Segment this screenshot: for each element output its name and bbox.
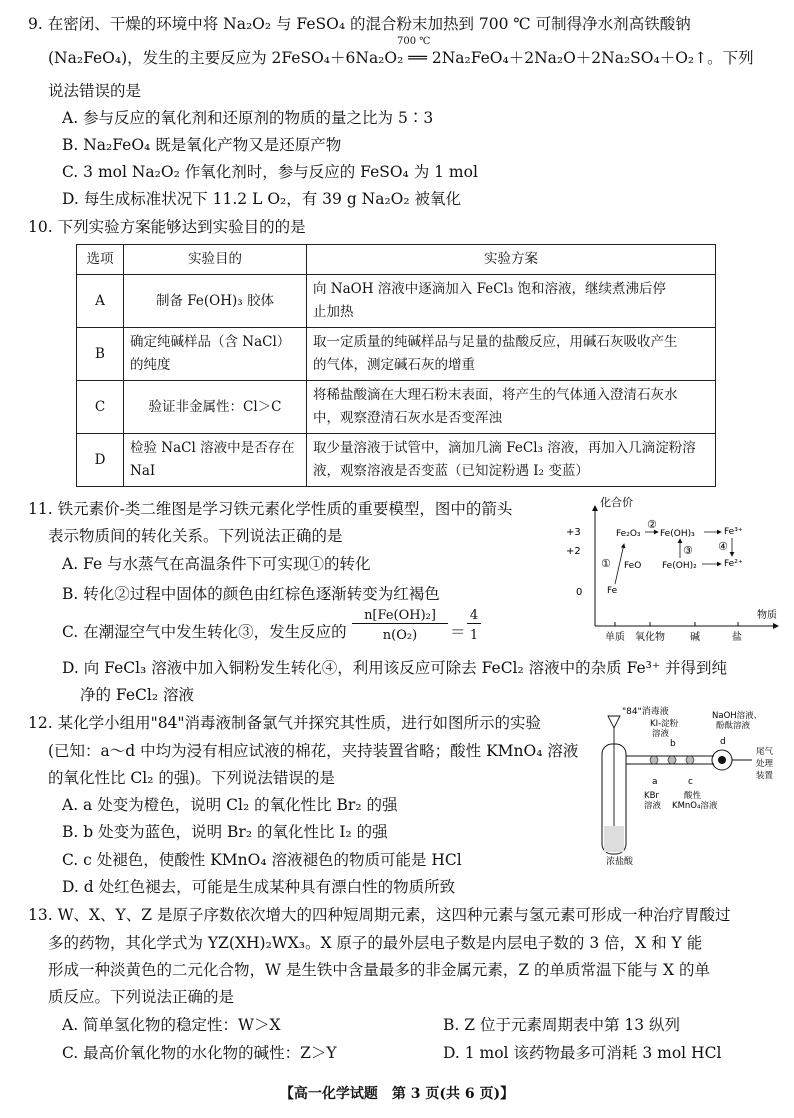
table-row: [77, 434, 716, 487]
dropping-funnel: [608, 716, 620, 728]
label-waste-1: 尾气: [756, 747, 774, 757]
q11-option-c: C. 在潮湿空气中发生转化③，发生反应的: [62, 623, 347, 641]
mark-2: ②: [647, 518, 657, 531]
table-row: [77, 275, 716, 328]
q11-stem-line1: 11. 铁元素价-类二维图是学习铁元素化学性质的重要模型，图中的箭头: [28, 500, 513, 518]
mark-1: ①: [601, 557, 611, 570]
y-tick-label: +2: [566, 546, 581, 557]
label-b: b: [670, 739, 676, 749]
row-plan-line: 将稀盐酸滴在大理石粉末表面，将产生的气体通入澄清石灰水: [313, 387, 678, 403]
q10-plan-table: [76, 244, 716, 487]
cotton-a: [650, 756, 658, 764]
q12-option-c: C. c 处褪色，使酸性 KMnO₄ 溶液褪色的物质可能是 HCl: [62, 851, 462, 869]
q11-option-b: B. 转化②过程中固体的颜色由红棕色逐渐转变为红褐色: [62, 585, 440, 603]
q13-stem-line3: 形成一种淡黄色的二元化合物，W 是生铁中含量最多的非金属元素，Z 的单质常温下能与 X 的单: [48, 961, 710, 979]
label-kmno4-2: KMnO₄溶液: [672, 801, 718, 811]
q11-ratio-equals: ＝: [450, 623, 466, 641]
label-conc-hcl: 浓盐酸: [606, 857, 634, 866]
row-plan-line: 液，观察溶液是否变蓝（已知淀粉遇 I₂ 变蓝）: [313, 463, 589, 479]
arrow-1: [615, 544, 624, 584]
species-fe3: Fe³⁺: [724, 527, 743, 537]
row-option: D: [77, 434, 124, 487]
species-fe: Fe: [607, 586, 618, 596]
label-ki-starch-1: KI-淀粉: [650, 719, 679, 729]
iron-valence-diagram: [560, 494, 790, 644]
q11-ratio-numerator: n[Fe(OH)₂]: [352, 608, 448, 624]
label-kbr-1: KBr: [644, 791, 659, 801]
row-plan-line: 的气体，测定碱石灰的增重: [313, 357, 475, 373]
q13-option-c: C. 最高价氧化物的水化物的碱性：Z＞Y: [62, 1044, 337, 1062]
q11-option-d-line2: 净的 FeCl₂ 溶液: [80, 686, 194, 704]
cotton-c: [686, 756, 694, 764]
cotton-d: [718, 756, 726, 764]
q12-option-a: A. a 处变为橙色，说明 Cl₂ 的氧化性比 Br₂ 的强: [62, 796, 398, 814]
row-plan: [307, 275, 716, 328]
row-goal: 检验 NaCl 溶液中是否存在 NaI: [124, 434, 307, 487]
q11-stem-line2: 表示物质间的转化关系。下列说法正确的是: [48, 527, 343, 545]
table-row: [77, 328, 716, 381]
label-ki-starch-2: 溶液: [652, 729, 670, 739]
table-row: [77, 381, 716, 434]
q13-stem-line2: 多的药物，其化学式为 YZ(XH)₂WX₃。X 原子的最外层电子数是内层电子数的 3 倍，X 和 Y 能: [48, 934, 703, 952]
q11-ratio-value-bottom: 1: [469, 628, 479, 643]
q11-ratio-denominator: n(O₂): [382, 628, 418, 643]
q12-stem-line2: (已知：a～d 中均为浸有相应试液的棉花，夹持装置省略；酸性 KMnO₄ 溶液: [48, 742, 579, 760]
y-tick-label: 0: [576, 587, 583, 598]
row-plan-line: 取一定质量的纯碱样品与足量的盐酸反应，用碱石灰吸收产生: [313, 334, 678, 350]
q12-stem-line1: 12. 某化学小组用"84"消毒液制备氯气并探究其性质，进行如图所示的实验: [28, 714, 542, 732]
row-plan: [307, 381, 716, 434]
x-tick-label: 单质: [605, 632, 625, 643]
species-fe2: Fe²⁺: [724, 559, 743, 569]
row-option: C: [77, 381, 124, 434]
header-plan: 实验方案: [307, 245, 716, 275]
cotton-b: [668, 756, 676, 764]
q13-stem-line1: 13. W、X、Y、Z 是原子序数依次增大的四种短周期元素，这四种元素与氢元素可形成一种治疗胃酸过: [28, 906, 731, 924]
q9-reaction-condition: 700 ℃: [397, 36, 431, 47]
label-84-solution: "84"消毒液: [622, 707, 669, 717]
row-plan: [307, 328, 716, 381]
x-tick-label: 碱: [690, 632, 700, 643]
q12-option-b: B. b 处变为蓝色，说明 Br₂ 的氧化性比 I₂ 的强: [62, 823, 388, 841]
x-tick-label: 氧化物: [635, 632, 665, 643]
q9-option-c: C. 3 mol Na₂O₂ 作氧化剂时，参与反应的 FeSO₄ 为 1 mol: [62, 163, 478, 181]
q11-option-a: A. Fe 与水蒸气在高温条件下可实现①的转化: [62, 555, 371, 573]
q12-stem-line3: 的氧化性比 Cl₂ 的强)。下列说法错误的是: [48, 769, 335, 787]
x-axis-label: 物质: [757, 610, 777, 621]
row-goal: 制备 Fe(OH)₃ 胶体: [124, 275, 307, 328]
species-feoh2: Fe(OH)₂: [662, 561, 697, 571]
header-option: 选项: [77, 245, 124, 275]
q13-option-d: D. 1 mol 该药物最多可消耗 3 mol HCl: [443, 1044, 722, 1062]
table-header-row: [77, 245, 716, 275]
q13-option-a: A. 简单氢化物的稳定性：W＞X: [62, 1016, 281, 1034]
q9-option-b: B. Na₂FeO₄ 既是氧化产物又是还原产物: [62, 136, 342, 154]
row-plan-line: 向 NaOH 溶液中逐滴加入 FeCl₃ 饱和溶液，继续煮沸后停: [313, 281, 667, 297]
label-kbr-2: 溶液: [644, 801, 662, 811]
mark-4: ④: [718, 540, 728, 553]
q11-option-d-line1: D. 向 FeCl₃ 溶液中加入铜粉发生转化④，利用该反应可除去 FeCl₂ 溶液中的杂质 Fe³⁺ 并得到纯: [62, 659, 727, 677]
q9-stem-line3: 说法错误的是: [48, 82, 142, 100]
q13-stem-line4: 质反应。下列说法正确的是: [48, 988, 235, 1006]
row-goal: 验证非金属性：Cl＞C: [124, 381, 307, 434]
y-tick-label: +3: [566, 527, 581, 538]
label-kmno4-1: 酸性: [684, 791, 702, 801]
row-plan-line: 中，观察澄清石灰水是否变浑浊: [313, 410, 502, 426]
q9-stem-line2: (Na₂FeO₄)，发生的主要反应为 2FeSO₄＋6Na₂O₂ ══ 2Na₂FeO₄＋2Na₂O＋2Na₂SO₄＋O₂↑。下列: [48, 49, 754, 67]
q9-option-a: A. 参与反应的氧化剂和还原剂的物质的量之比为 5∶3: [62, 109, 434, 127]
label-c: c: [688, 777, 693, 787]
q10-stem: 10. 下列实验方案能够达到实验目的的是: [28, 218, 306, 236]
species-feo: FeO: [624, 561, 642, 571]
liquid-level: [604, 826, 624, 852]
x-tick-label: 盐: [732, 632, 742, 643]
q9-option-d: D. 每生成标准状况下 11.2 L O₂，有 39 g Na₂O₂ 被氧化: [62, 190, 462, 208]
label-d: d: [720, 737, 726, 747]
q12-option-d: D. d 处红色褪去，可能是生成某种具有漂白性的物质所致: [62, 878, 456, 896]
page-footer: 【高一化学试题 第 3 页(共 6 页)】: [279, 1086, 515, 1102]
row-option: B: [77, 328, 124, 381]
label-waste-3: 装置: [756, 771, 774, 781]
row-plan: [307, 434, 716, 487]
q9-stem-line1: 9. 在密闭、干燥的环境中将 Na₂O₂ 与 FeSO₄ 的混合粉末加热到 700 ℃ 可制得净水剂高铁酸钠: [28, 15, 691, 33]
row-plan-line: 止加热: [313, 304, 354, 320]
y-axis-label: 化合价: [600, 496, 633, 509]
mark-3: ③: [683, 544, 693, 557]
label-a: a: [652, 777, 658, 787]
row-goal: 确定纯碱样品（含 NaCl）的纯度: [124, 328, 307, 381]
label-naoh-2: 酚酞溶液: [716, 721, 751, 731]
species-fe2o3: Fe₂O₃: [616, 529, 641, 539]
header-goal: 实验目的: [124, 245, 307, 275]
species-feoh3: Fe(OH)₃: [660, 529, 695, 539]
chlorine-apparatus-figure: [594, 706, 790, 866]
label-waste-2: 处理: [756, 759, 774, 769]
q11-ratio-value-top: 4: [467, 608, 481, 624]
label-naoh-1: NaOH溶液、: [712, 711, 763, 721]
row-plan-line: 取少量溶液于试管中，滴加几滴 FeCl₃ 溶液，再加入几滴淀粉溶: [313, 440, 696, 456]
q13-option-b: B. Z 位于元素周期表中第 13 纵列: [443, 1016, 681, 1034]
row-option: A: [77, 275, 124, 328]
